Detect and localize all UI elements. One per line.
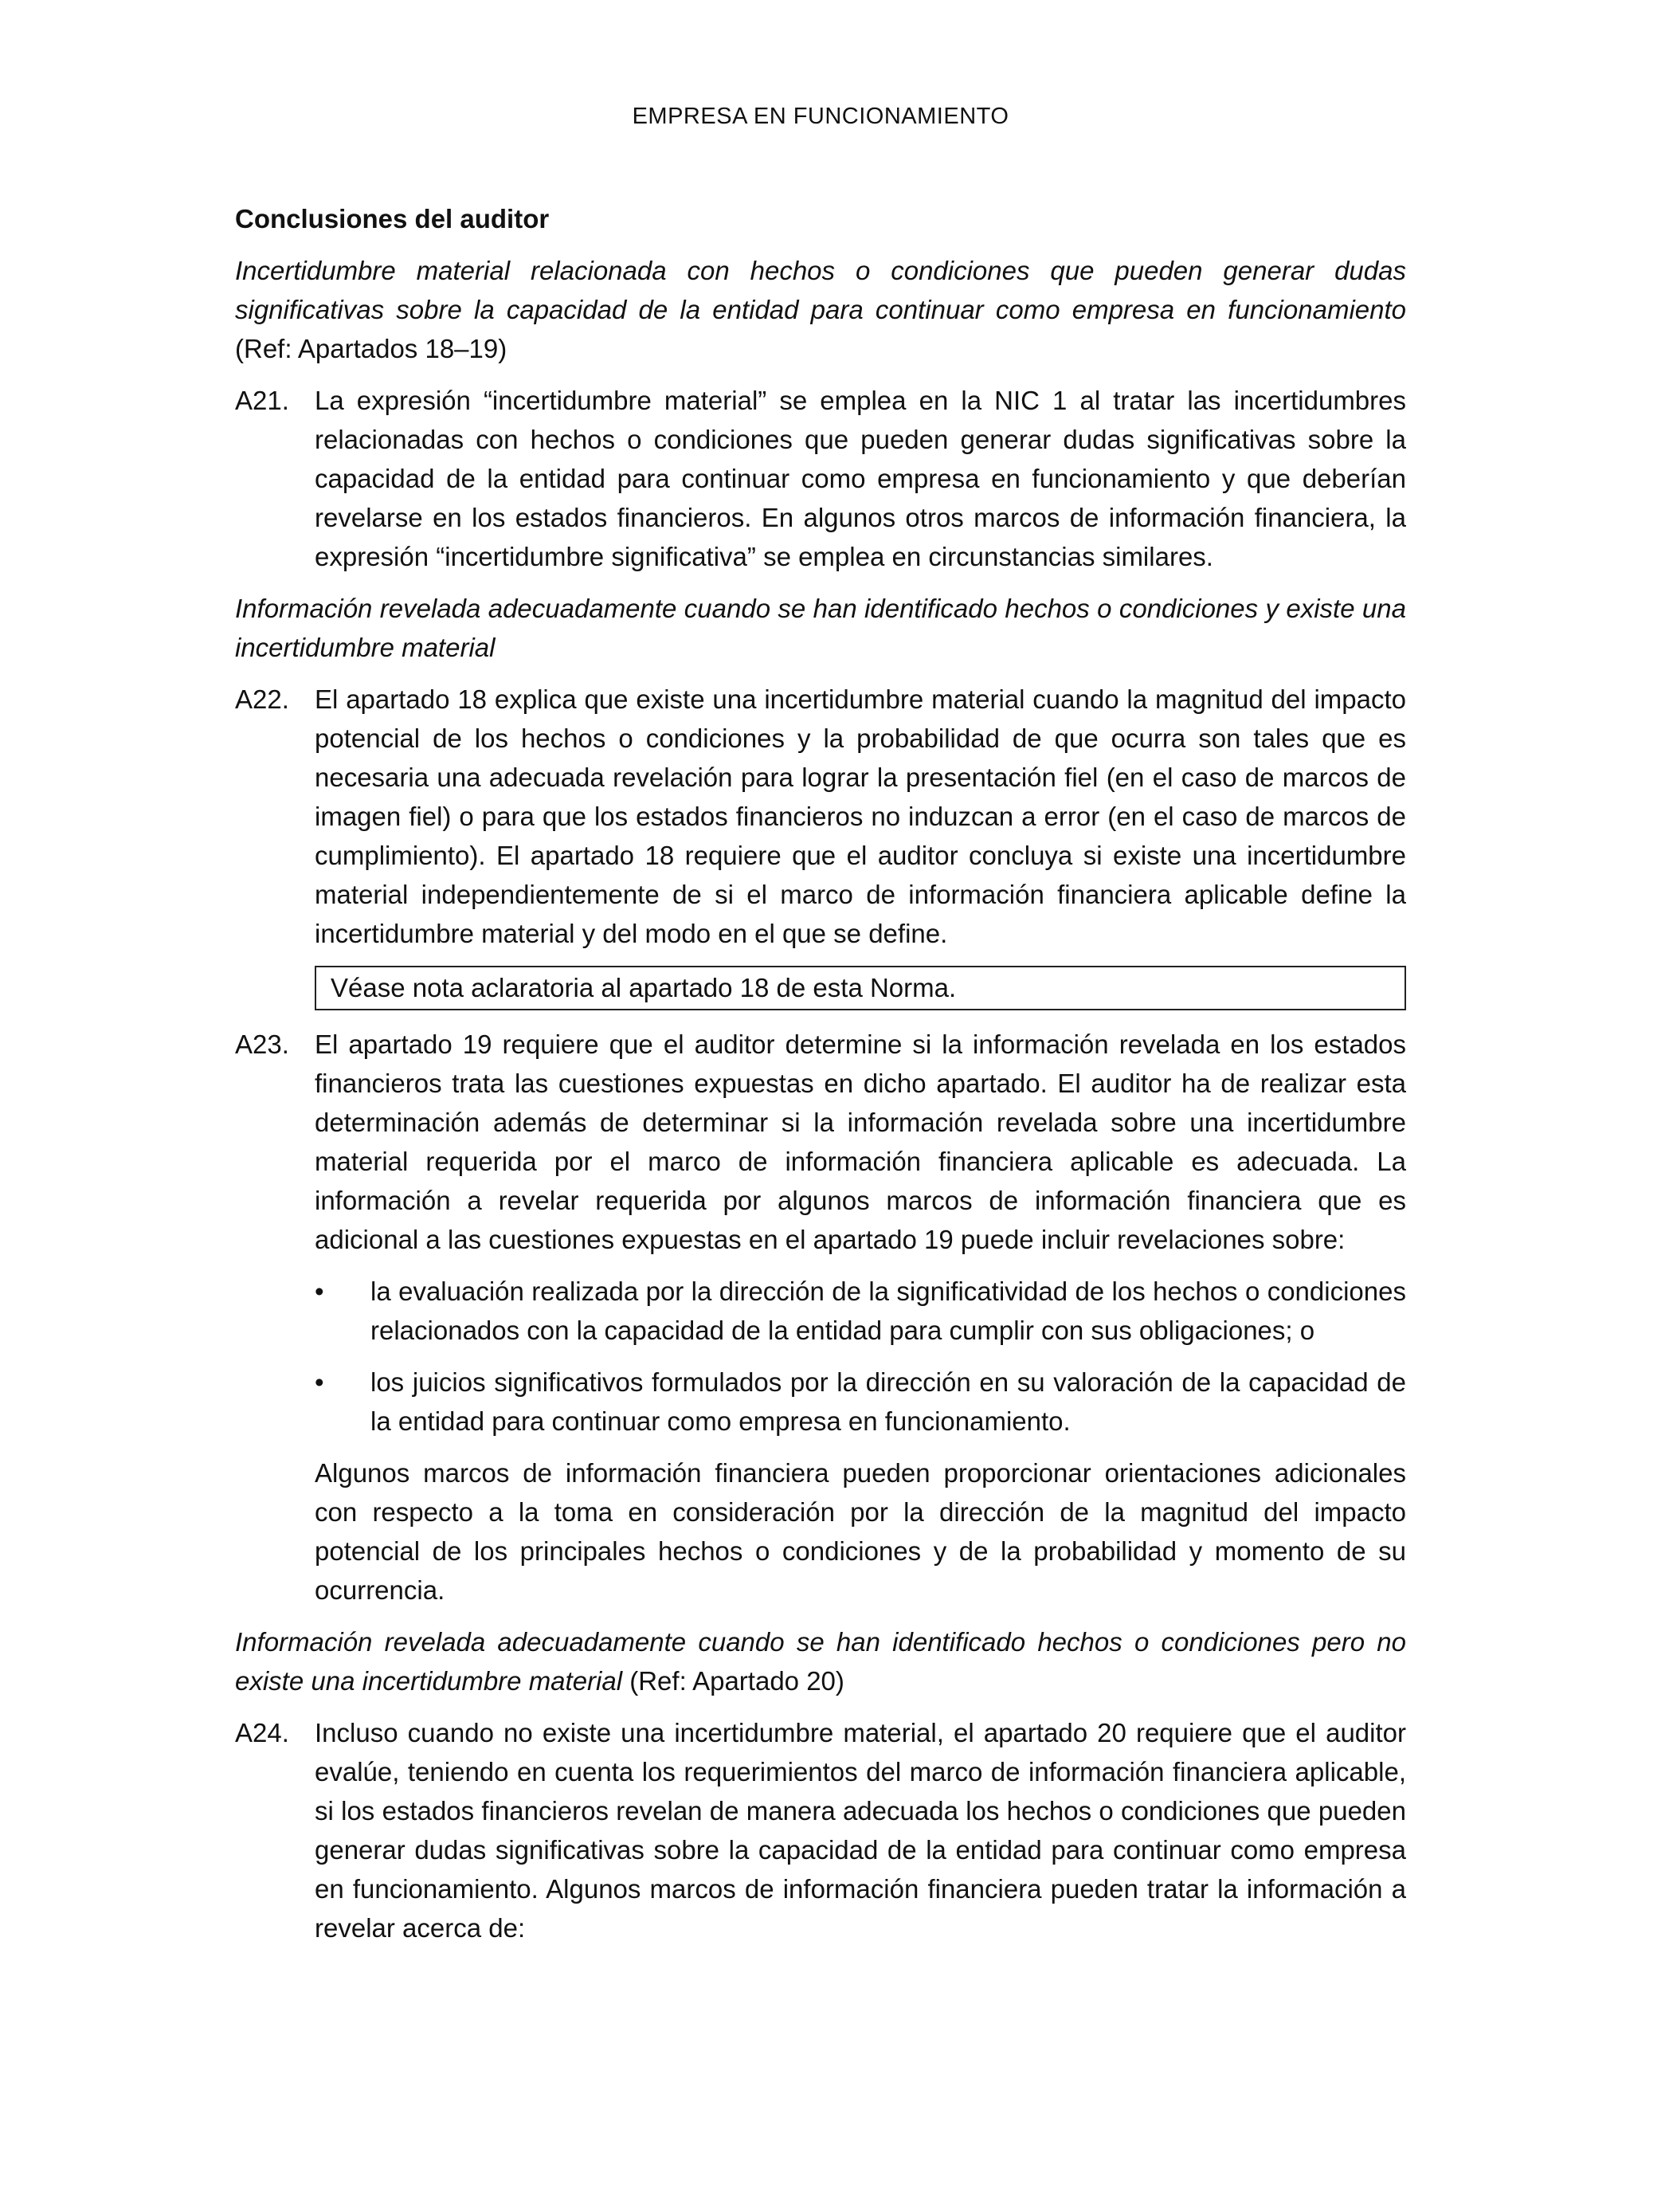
subheading-reference: (Ref: Apartados 18–19) <box>235 334 507 363</box>
paragraph-a22 <box>235 680 1406 953</box>
bullet-marker: • <box>315 1367 324 1397</box>
section-title: Conclusiones del auditor <box>235 204 550 233</box>
bullet-marker: • <box>315 1277 324 1306</box>
list-item-text: la evaluación realizada por la dirección de la significatividad de los hechos o condiciones relacionados con la capacidad de la entidad para cumplir con sus obligaciones; o <box>370 1277 1406 1345</box>
paragraph-number: A24. <box>235 1718 289 1747</box>
paragraph-text: El apartado 18 explica que existe una incertidumbre material cuando la magnitud del impacto potencial de los hechos o condiciones y la probabilidad de que ocurra son tales que es necesaria una adecuada revelación para lograr la presentación fiel (en el caso de marcos de imagen fiel) o para que los estados financieros no induzcan a error (en el caso de marcos de cumplimiento). El apartado 18 requiere que el auditor concluya si existe una incertidumbre material independientemente de si el marco de información financiera aplicable define la incertidumbre material y del modo en el que se define. <box>315 684 1406 948</box>
subheading-adequate-disclosure-no-uncertainty <box>235 1622 1406 1700</box>
paragraph-text: El apartado 19 requiere que el auditor determine si la información revelada en los estados financieros trata las cuestiones expuestas en dicho apartado. El auditor ha de realizar esta determinación además de determinar si la información revelada sobre una incertidumbre material requerida por el marco de información financiera aplicable es adecuada. La información a revelar requerida por algunos marcos de información financiera que es adicional a las cuestiones expuestas en el apartado 19 puede incluir revelaciones sobre: <box>315 1030 1406 1254</box>
subheading-italic-text: Información revelada adecuadamente cuando se han identificado hechos o condiciones y existe una incertidumbre material <box>235 594 1406 662</box>
paragraph-number: A23. <box>235 1030 289 1059</box>
running-header: EMPRESA EN FUNCIONAMIENTO <box>632 104 1009 129</box>
paragraph-a24 <box>235 1713 1406 1947</box>
subheading-reference: (Ref: Apartado 20) <box>622 1666 844 1696</box>
paragraph-a21 <box>235 381 1406 576</box>
document-body <box>235 199 1406 1960</box>
paragraph-a23 <box>235 1025 1406 1259</box>
paragraph-number: A22. <box>235 684 289 714</box>
paragraph-text: Incluso cuando no existe una incertidumbre material, el apartado 20 requiere que el auditor evalúe, teniendo en cuenta los requerimientos del marco de información financiera aplicable, si los estados financieros revelan de manera adecuada los hechos o condiciones que pueden generar dudas significativas sobre la capacidad de la entidad para continuar como empresa en funcionamiento. Algunos marcos de información financiera pueden tratar la información a revelar acerca de: <box>315 1718 1406 1943</box>
clarifying-note-box: Véase nota aclaratoria al apartado 18 de esta Norma. <box>315 966 1406 1010</box>
list-item <box>315 1363 1406 1441</box>
list-item <box>315 1272 1406 1350</box>
list-item-text: los juicios significativos formulados por la dirección en su valoración de la capacidad de la entidad para continuar como empresa en funcionamiento. <box>370 1367 1406 1436</box>
paragraph-text: La expresión “incertidumbre material” se emplea en la NIC 1 al tratar las incertidumbres relacionadas con hechos o condiciones que pueden generar dudas significativas sobre la capacidad de la entidad para continuar como empresa en funcionamiento y que deberían revelarse en los estados financieros. En algunos otros marcos de información financiera, la expresión “incertidumbre significativa” se emplea en circunstancias similares. <box>315 386 1406 571</box>
paragraph-number: A21. <box>235 386 289 415</box>
subheading-italic-text: Incertidumbre material relacionada con hechos o condiciones que pueden generar dudas significativas sobre la capacidad de la entidad para continuar como empresa en funcionamiento <box>235 256 1406 324</box>
subheading-italic-text: Información revelada adecuadamente cuando se han identificado hechos o condiciones pero no existe una incertidumbre material <box>235 1627 1406 1696</box>
bullet-list <box>315 1272 1406 1441</box>
subheading-material-uncertainty <box>235 251 1406 368</box>
subheading-adequate-disclosure-uncertainty <box>235 589 1406 667</box>
paragraph-a23-continuation: Algunos marcos de información financiera pueden proporcionar orientaciones adicionales con respecto a la toma en consideración por la dirección de la magnitud del impacto potencial de los principales hechos o condiciones y de la probabilidad y momento de su ocurrencia. <box>315 1458 1406 1605</box>
